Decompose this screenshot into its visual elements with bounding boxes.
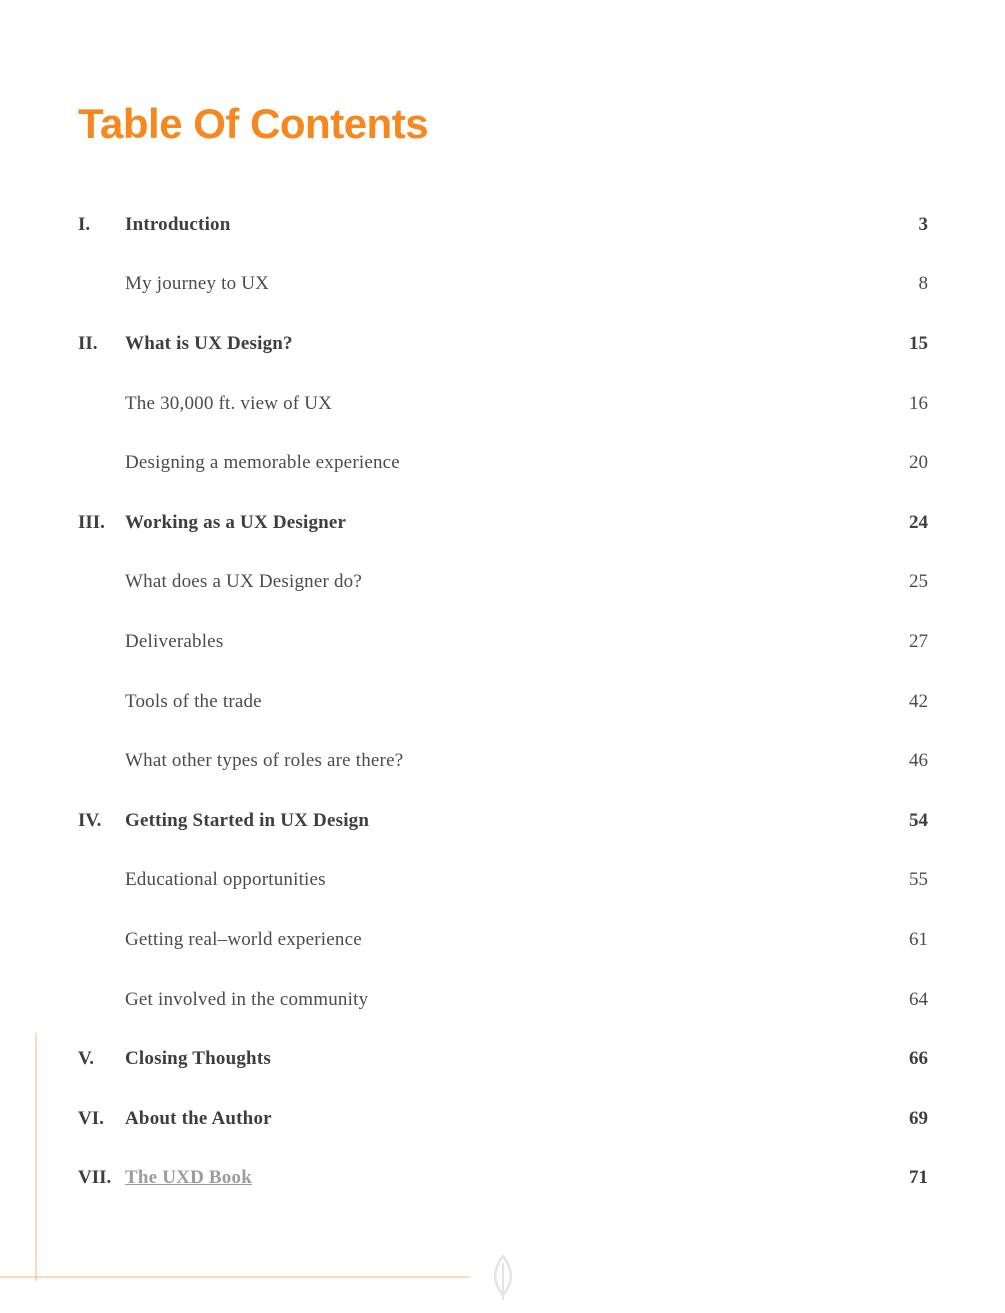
toc-list [78,195,928,1208]
toc-entry-page-number: 24 [909,511,928,533]
toc-entry-page-number: 64 [909,988,928,1010]
toc-entry [78,1089,928,1149]
toc-entry-page-number: 20 [909,452,928,474]
toc-entry-numeral: III. [78,511,105,533]
toc-entry-label: My journey to UX [125,273,270,295]
toc-entry-label: Educational opportunities [125,869,326,891]
toc-entry-page-number: 25 [909,571,928,593]
toc-entry [78,433,928,493]
toc-entry-page-number: 71 [909,1167,928,1189]
toc-entry [78,672,928,732]
toc-entry [78,612,928,672]
toc-entry-label: Working as a UX Designer [125,511,347,533]
toc-entry-label: Getting Started in UX Design [125,809,370,831]
toc-entry [78,493,928,553]
page-title: Table Of Contents [78,100,429,147]
toc-entry [78,374,928,434]
toc-entry [78,255,928,315]
toc-entry-page-number: 66 [909,1048,928,1070]
toc-entry-label: What does a UX Designer do? [125,571,363,593]
toc-entry-label: What is UX Design? [125,332,293,354]
toc-entry [78,910,928,970]
toc-entry-page-number: 55 [909,869,928,891]
toc-entry [78,731,928,791]
toc-entry-page-number: 69 [909,1107,928,1129]
toc-entry [78,1149,928,1209]
toc-entry [78,851,928,911]
toc-entry [78,970,928,1030]
toc-entry [78,195,928,255]
toc-entry-label: About the Author [125,1107,272,1129]
toc-entry-numeral: VII. [78,1167,112,1189]
left-margin-rule [35,1033,37,1281]
toc-entry [78,553,928,613]
toc-entry [78,791,928,851]
toc-entry-label: The 30,000 ft. view of UX [125,392,333,414]
toc-entry-label: Getting real–world experience [125,928,362,950]
toc-entry-page-number: 3 [918,213,928,235]
toc-entry-label: Introduction [125,213,231,235]
toc-entry-page-number: 61 [909,928,928,950]
toc-entry-numeral: V. [78,1048,95,1070]
toc-entry-page-number: 46 [909,750,928,772]
toc-entry-numeral: VI. [78,1107,104,1129]
toc-entry-numeral: II. [78,332,98,354]
leaf-logo-icon [488,1255,518,1301]
toc-entry-label: Closing Thoughts [125,1048,271,1070]
toc-entry-page-number: 27 [909,630,928,652]
toc-entry-numeral: IV. [78,809,102,831]
footer-rule [0,1276,470,1278]
toc-entry [78,314,928,374]
toc-entry-label: Designing a memorable experience [125,452,400,474]
toc-link-the-uxd-book[interactable]: The UXD Book [125,1167,252,1189]
toc-entry-label: Tools of the trade [125,690,262,712]
toc-entry-page-number: 15 [909,332,928,354]
toc-entry-page-number: 8 [918,273,928,295]
toc-entry-page-number: 16 [909,392,928,414]
toc-entry-label: What other types of roles are there? [125,750,404,772]
toc-entry-numeral: I. [78,213,91,235]
toc-entry-page-number: 42 [909,690,928,712]
toc-entry [78,1029,928,1089]
toc-entry-page-number: 54 [909,809,928,831]
toc-entry-label: Get involved in the community [125,988,369,1010]
toc-entry-label: Deliverables [125,630,224,652]
